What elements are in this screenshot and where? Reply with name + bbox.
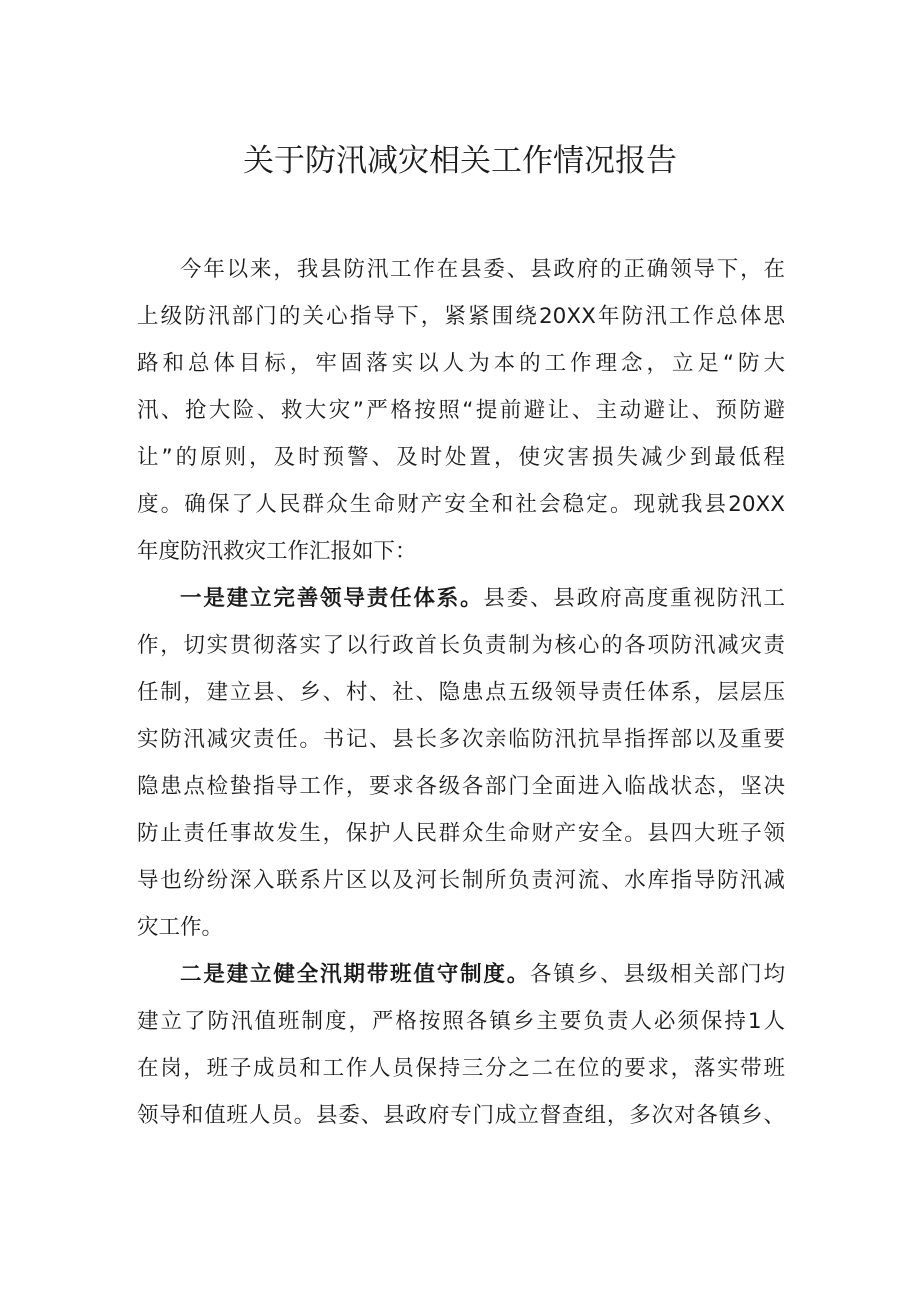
paragraph-1-line: 让”的原则，及时预警、及时处置，使灾害损失减少到最低程	[137, 445, 785, 470]
paragraph-3-first-line	[137, 951, 785, 998]
paragraph-3-first-line-text: 各镇乡、县级相关部门均	[530, 962, 785, 987]
paragraph-3-heading: 二是建立健全汛期带班值守制度。	[180, 962, 531, 987]
paragraph-1-line: 年度防汛救灾工作汇报如下：	[137, 539, 417, 564]
paragraph-1-line: 路和总体目标，牢固落实以人为本的工作理念，立足“防大	[137, 351, 785, 376]
paragraph-1-line: 汛、抢大险、救大灾”严格按照“提前避让、主动避让、预防避	[137, 398, 785, 423]
paragraph-2-first-line	[137, 575, 785, 622]
paragraph-3-line: 建立了防汛值班制度，严格按照各镇乡主要负责人必须保持1人	[137, 1009, 785, 1034]
paragraph-2-line: 防止责任事故发生，保护人民群众生命财产安全。县四大班子领	[137, 821, 785, 846]
paragraph-2-line: 实防汛减灾责任。书记、县长多次亲临防汛抗旱指挥部以及重要	[137, 727, 785, 752]
paragraph-3-line: 在岗，班子成员和工作人员保持三分之二在位的要求，落实带班	[137, 1056, 785, 1081]
paragraph-2-heading: 一是建立完善领导责任体系。	[180, 586, 484, 611]
paragraph-2-first-line-text: 县委、县政府高度重视防汛工	[483, 586, 785, 611]
document-title: 关于防汛减灾相关工作情况报告	[243, 143, 677, 179]
paragraph-2-line: 任制，建立县、乡、村、社、隐患点五级领导责任体系，层层压	[137, 680, 785, 705]
paragraph-2-line: 隐患点检蛰指导工作，要求各级各部门全面进入临战状态，坚决	[137, 774, 785, 799]
paragraph-1-line: 上级防汛部门的关心指导下，紧紧围绕20XX年防汛工作总体思	[137, 304, 785, 329]
document-body	[137, 246, 785, 1139]
paragraph-1-line: 今年以来，我县防汛工作在县委、县政府的正确领导下，在	[180, 257, 785, 282]
paragraph-1-line: 度。确保了人民群众生命财产安全和社会稳定。现就我县20XX	[137, 492, 785, 517]
paragraph-2-line: 作，切实贯彻落实了以行政首长负责制为核心的各项防汛减灾责	[137, 633, 785, 658]
paragraph-3-line: 领导和值班人员。县委、县政府专门成立督查组，多次对各镇乡、	[137, 1103, 785, 1128]
paragraph-2-line: 导也纷纷深入联系片区以及河长制所负责河流、水库指导防汛减	[137, 868, 785, 893]
paragraph-2-line: 灾工作。	[137, 915, 224, 940]
